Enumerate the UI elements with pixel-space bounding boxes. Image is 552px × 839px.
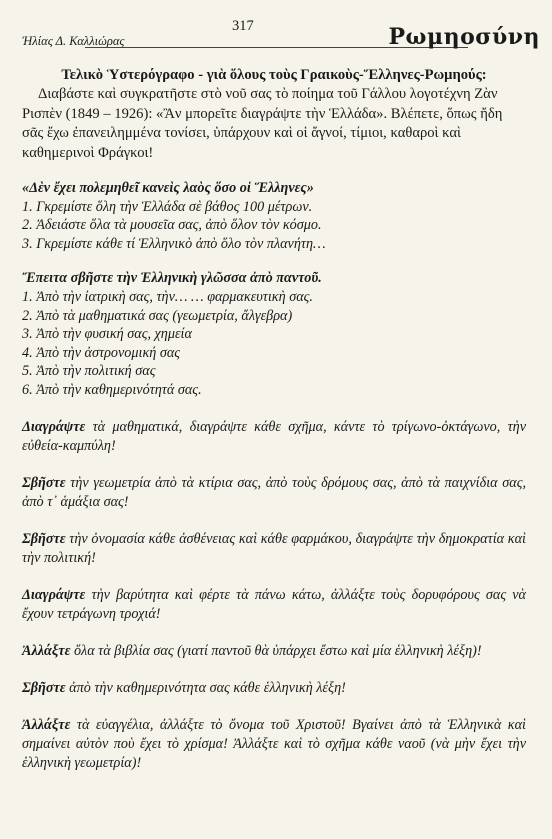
poem-paragraph (22, 474, 526, 512)
page-header (22, 0, 540, 52)
paragraph-text: τὴν βαρύτητα καὶ φέρτε τὰ πάνω κάτω, ἀλλάξτε τοὺς δορυφόρους σας νὰ ἔχουν τετράγωνη τροχιά! (22, 586, 526, 622)
poem-heading-1: «Δὲν ἔχει πολεμηθεῖ κανεὶς λαὸς ὅσο οἱ Ἕλληνες» (22, 180, 314, 196)
poem-section-2 (22, 269, 526, 399)
paragraph-text: ὅλα τὰ βιβλία σας (γιατί παντοῦ θὰ ὑπάρχει ἔστω καὶ μία ἑλληνικὴ λέξη)! (70, 642, 482, 659)
poem-paragraph (22, 418, 526, 456)
poem-section-1 (22, 179, 526, 253)
poem-list-1 (22, 198, 526, 254)
page-number: 317 (232, 18, 254, 34)
lead-word: Σβῆστε (22, 530, 66, 547)
section-title: Τελικὸ Ὑστερόγραφο - γιὰ ὅλους τοὺς Γραικοὺς-Ἕλληνες-Ρωμηούς: (61, 67, 487, 83)
poem-paragraph (22, 642, 526, 661)
list-item: 6. Ἀπὸ τὴν καθημερινότητά σας. (22, 381, 202, 398)
lead-word: Διαγράψτε (22, 586, 86, 603)
lead-word: Σβῆστε (22, 679, 66, 696)
poem-paragraph (22, 530, 526, 568)
running-title-logo: Ρωμηοσύνη (388, 24, 540, 50)
list-item: 3. Ἀπὸ τὴν φυσική σας, χημεία (22, 326, 192, 343)
list-item: 1. Ἀπὸ τὴν ἰατρικὴ σας, τὴν… … φαρμακευτικὴ σας. (22, 288, 313, 305)
lead-word: Ἀλλάξτε (22, 716, 71, 733)
poem-paragraph (22, 716, 526, 773)
list-item: 3. Γκρεμίστε κάθε τί Ἑλληνικὸ ἀπὸ ὅλο τὸν πλανήτη… (22, 235, 326, 252)
list-item: 2. Ἀδειάστε ὅλα τὰ μουσεῖα σας, ἀπὸ ὅλον τὸν κόσμο. (22, 217, 322, 234)
paragraph-text: τὰ μαθηματικά, διαγράψτε κάθε σχῆμα, κάντε τὸ τρίγωνο-ὀκτάγωνο, τὴν εὐθεία-καμπύλη! (22, 418, 526, 454)
paragraph-text: τὴν ὀνομασία κάθε ἀσθένειας καὶ κάθε φαρμάκου, διαγράψτε τὴν δημοκρατία καὶ τὴν πολιτική! (22, 530, 526, 566)
list-item: 2. Ἀπὸ τὰ μαθηματικά σας (γεωμετρία, ἄλγεβρα) (22, 307, 293, 324)
lead-word: Σβῆστε (22, 474, 66, 491)
paragraph-text: ἀπὸ τὴν καθημερινότητα σας κάθε ἑλληνικὴ λέξη! (65, 679, 346, 696)
paragraph-text: τὰ εὐαγγέλια, ἀλλάξτε τὸ ὄνομα τοῦ Χριστοῦ! Βγαίνει ἀπὸ τὰ Ἑλληνικὰ καὶ σημαίνει αὐτὸν ποὺ ἔχει τὸ χρίσμα! Ἀλλάξτε καὶ τὸ σχῆμα κάθε ναοῦ (νὰ μὴν ἔχει τὴν ἑλληνικὴ γεωμετρία)! (22, 716, 526, 771)
list-item: 5. Ἀπὸ τὴν πολιτική σας (22, 363, 156, 380)
intro-paragraph: Διαβάστε καὶ συγκρατῆστε στὸ νοῦ σας τὸ ποίημα τοῦ Γάλλου λογοτέχνη Ζὰν Ρισπὲν (1849 – 1926): «Ἂν μπορεῖτε διαγράψτε τὴν Ἑλλάδα». Βλέπετε, ὅπως ἤδη σᾶς ἔχω ἐπανειλημμένα τονίσει, ὑπάρχουν καὶ οἱ ἄγνοί, τίμιοι, καθαροὶ καὶ καθημερινοὶ Φράγκοι! (22, 86, 503, 161)
lead-word: Διαγράψτε (22, 418, 86, 435)
paragraph-text: τὴν γεωμετρία ἀπὸ τὰ κτίρια σας, ἀπὸ τοὺς δρόμους σας, ἀπὸ τὰ παιχνίδια σας, ἀπὸ τ᾽ ἁμάξια σας! (22, 474, 526, 510)
running-author: Ἠλίας Δ. Καλλιώρας (22, 34, 125, 48)
poem-heading-2: Ἔπειτα σβῆστε τὴν Ἑλληνικὴ γλῶσσα ἀπὸ παντοῦ. (22, 270, 322, 287)
lead-word: Ἀλλάξτε (22, 642, 71, 659)
poem-paragraph (22, 679, 526, 698)
poem-list-2 (22, 288, 526, 400)
poem-paragraph (22, 586, 526, 624)
list-item: 1. Γκρεμίστε ὅλη τὴν Ἑλλάδα σὲ βάθος 100 μέτρων. (22, 198, 313, 215)
list-item: 4. Ἀπὸ τὴν ἀστρονομική σας (22, 344, 181, 361)
